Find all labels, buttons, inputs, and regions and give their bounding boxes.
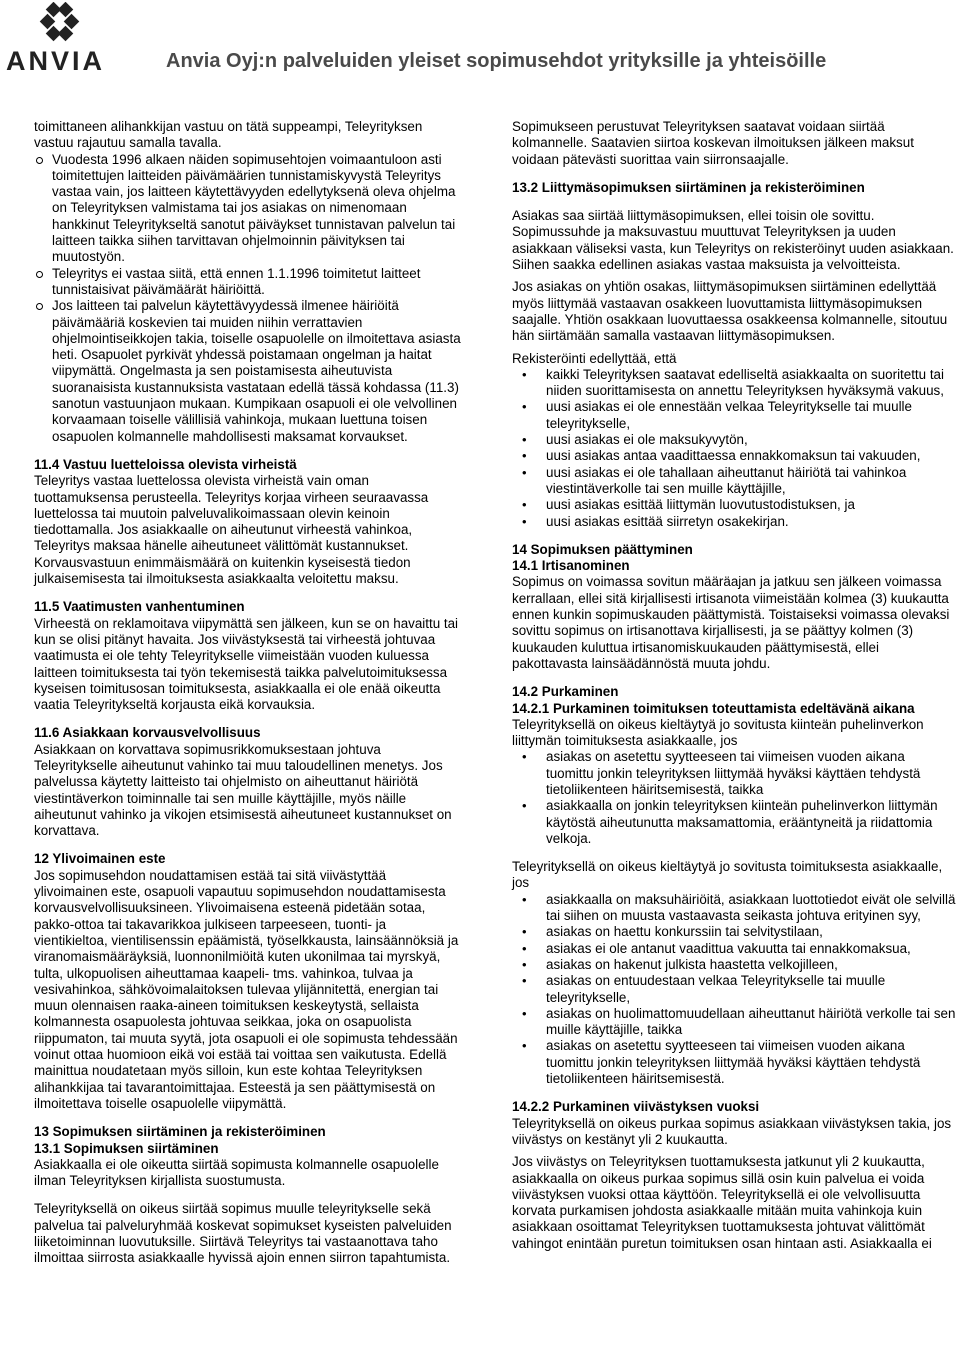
section-text-13-2a: Asiakas saa siirtää liittymäsopimuksen, ellei toisin ole sovittu. Sopimussuhde ja maksuvastuu muuttuvat Teleyrityksen ja uuden asiakkaan väliseksi vasta, kun Teleyritys on rekisteröinyt uuden asiakkaan. Siihen saakka edellinen asiakas vastaa maksuista ja velvoitteista.	[512, 208, 954, 273]
list-item: Vuodesta 1996 alkaen näiden sopimusehtojen voimaantuloon asti toimitettujen laitteiden päivämäärien tunnistamiskyvystä Teleyritys vastaa vain, jos laitteen käytettävyyden edellytyksenä oleva ohjelma on Teleyrityksen valmistama tai jos asiakas on nimenomaan hankkinut Teleyritykseltä sanotut päiväykset tunnistavan palvelun tai laitteen taikka siihen tarvittavan ohjelmoinnin päivityksen tai muutostyön.	[34, 152, 462, 266]
svg-text:ANVIA: ANVIA	[6, 46, 106, 72]
list-item: • kaikki Teleyrityksen saatavat edelliseltä asiakkaalta on suoritettu tai niiden suorittamisesta on annettu Teleyrityksen hyväksymä vakuus,	[512, 367, 956, 400]
section-heading-11-6: 11.6 Asiakkaan korvausvelvollisuus	[34, 725, 261, 741]
list-item: • asiakas on haettu konkurssiin tai selvitystilaan,	[512, 924, 956, 940]
section-text-14-2-1b: Teleyrityksellä on oikeus kieltäytyä jo sovitusta toimituksesta asiakkaalle, jos	[512, 859, 943, 891]
list-item: Teleyritys ei vastaa siitä, että ennen 1.1.1996 toimitetut laitteet tunnistaisivat päivämäärät häiriöittä.	[34, 266, 462, 299]
right-column	[512, 119, 956, 1252]
list-item: • asiakas on asetettu syytteeseen tai viimeisen vuoden aikana tuomittu jonkin teleyrityksen liittymää hyväksi käyttäen tehdystä tietoliikenteen häiritsemisestä, taikka	[512, 749, 956, 798]
list-item: • asiakas ei ole antanut vaadittua vakuutta tai ennakkomaksua,	[512, 941, 956, 957]
section-text-14-2-2b: Jos viivästys on Teleyrityksen tuottamuksesta jatkunut yli 2 kuukautta, asiakkaalla on oikeus purkaa sopimus sillä osin kuin palvelua ei voida viivästyksen vuoksi ottaa käyttöön. Teleyrityksellä ei ole velvollisuutta korvata purkamisen johdosta asiakkaalle mitään muita vahinkoja kuin asiakkaan osoittamat Teleyrityksen tuottamuksesta johtuvat välittömät vahingot enintään puretun toimituksen osan hintaan asti. Asiakkaalla ei	[512, 1154, 932, 1251]
list-item: Jos laitteen tai palvelun käytettävyydessä ilmenee häiriöitä päivämääriä koskevien tai muiden niihin verrattavien ohjelmointiseikkojen takia, toiselle osapuolelle on ilmoitettava asiasta heti. Osapuolet pyrkivät yhdessä poistamaan ongelman ja haitat viipymättä. Ongelmasta ja sen poistamisesta aiheutuvista suoranaisista kustannuksista vastataan edellä tässä kohdassa (11.3) sanotun vastuunjaon mukaan. Kumpikaan osapuoli ei ole velvollinen korvaamaan toiselle välillisiä vahinkoja, mukaan luettuna toisen osapuolen kolmannelle mahdollisesti maksamat korvaukset.	[34, 298, 462, 445]
list-item: • uusi asiakas esittää liittymän luovutustodistuksen, ja	[512, 497, 956, 513]
refusal-conditions-list-1	[512, 749, 956, 847]
page-header	[0, 0, 960, 90]
section-text-11-6: Asiakkaan on korvattava sopimusrikkomuksestaan johtuva Teleyritykselle aiheutunut vahinko tai muu taloudellinen menetys. Jos palvelussa käytetty laitteisto tai ohjelmisto on aiheuttanut häiriötä viestintäverkon toiminnalle tai sen muille käyttäjille, myös näille aiheutunut vahinko ja vikojen etsimisestä aiheutuneet kustannukset on korvattava.	[34, 741, 452, 839]
section-text-12: Jos sopimusehdon noudattamisen estää tai sitä viivästyttää ylivoimainen este, osapuoli vapautuu sopimusehdon noudattamisesta korvausvelvollisuuksineen. Ylivoimaisena esteenä pidetään sotaa, pakko-ottoa tai takavarikkoa julkiseen tarpeeseen, tuonti- ja vientikieltoa, vientilisenssin epäämistä, työselkkausta, lainsäännöksiä ja viranomaismääräyksiä, luonnonilmiöitä kuten ukonilmaa tai myrskyä, tulta, ulkopuolisen aiheuttamaa kaapeli- tms. vahinkoa, tulvaa ja vesivahinkoa, sähkövoimalaitoksen tulevaa ylijännitettä, energian tai muun olennaisen raaka-aineen toimituksen keskeytystä, sellaista kolmannesta osapuolesta johtuvaa seikkaa, joka on osapuolista riippumaton, tai muuta syytä, jota osapuoli ei ole sopimusta tehdessään voinut ottaa huomioon eikä voi estää tai voittaa sen vaikutusta. Edellä mainittua noudatetaan myös silloin, kun este kohtaa Teleyrityksen alihankkijaa tai tavarantoimittajaa. Esteestä ja sen päättymisestä on ilmoitettava toiselle osapuolelle viipymättä.	[34, 867, 459, 1111]
page-title: Anvia Oyj:n palveluiden yleiset sopimusehdot yrityksille ja yhteisöille	[166, 50, 827, 72]
list-item: • uusi asiakas antaa vaadittaessa ennakkomaksun tai vakuuden,	[512, 448, 956, 464]
left-intro: toimittaneen alihankkijan vastuu on tätä suppeampi, Teleyrityksen vastuu rajautuu samalla tavalla.	[34, 119, 423, 151]
anvia-logo	[4, 2, 116, 72]
refusal-conditions-list-2	[512, 892, 956, 1088]
list-item: • uusi asiakas ei ole tahallaan aiheuttanut häiriötä tai vahinkoa viestintäverkolle tai sen muille käyttäjille,	[512, 465, 956, 498]
list-item: • uusi asiakas ei ole ennestään velkaa Teleyritykselle tai muulle teleyritykselle,	[512, 399, 956, 432]
section-heading-13-1: 13.1 Sopimuksen siirtäminen	[34, 1140, 219, 1156]
section-text-11-5: Virheestä on reklamoitava viipymättä sen jälkeen, kun se on havaittu tai kun se olisi pitänyt havaita. Jos viivästyksestä tai virheestä johtuvaa vaatimusta ei ole tehty Teleyritykselle viimeistään vuoden kuluessa laitteen toimituksesta tai työn tekemisestä taikka palvelutoimituksessa kyseisen toimitusosan toimituksesta, asiakkaalla ei ole enää oikeutta vaatia Teleyritykseltä korjausta eikä korvauksia.	[34, 615, 459, 713]
list-item: • asiakas on huolimattomuudellaan aiheuttanut häiriötä verkolle tai sen muille käyttäjille, taikka	[512, 1006, 956, 1039]
list-item: • uusi asiakas ei ole maksukyvytön,	[512, 432, 956, 448]
list-item: • asiakas on asetettu syytteeseen tai viimeisen vuoden aikana tuomittu jonkin teleyrityksen liittymää hyväksi käyttäen tehdystä tietoliikenteen häiritsemisestä.	[512, 1038, 956, 1087]
list-item: • uusi asiakas esittää siirretyn osakekirjan.	[512, 514, 956, 530]
section-heading-14-2: 14.2 Purkaminen	[512, 684, 619, 700]
section-heading-13-2: 13.2 Liittymäsopimuksen siirtäminen ja rekisteröiminen	[512, 179, 865, 195]
y2k-bullet-list	[34, 152, 462, 445]
list-item: • asiakkaalla on maksuhäiriöitä, asiakkaan luottotiedot eivät ole selvillä tai siihen on muusta vastaavasta seikasta johtuva erityinen syy,	[512, 892, 956, 925]
section-text-14-1: Sopimus on voimassa sovitun määräajan ja jatkuu sen jälkeen voimassa kerrallaan, ellei sitä kirjallisesti irtisanota viimeistään kolmea (3) kuukautta ennen kunkin sopimuskauden päättymistä. Toistaiseksi voimassa olevaksi sovittu sopimus on irtisanottava kirjallisesti, ja se päättyy kolmen (3) kuukauden kuluttua irtisanomiskuukauden päättymisestä, ellei pakottavasta lainsäädännöstä muuta johdu.	[512, 574, 950, 671]
section-text-14-2-2a: Teleyrityksellä on oikeus purkaa sopimus asiakkaan viivästyksen takia, jos viivästys on kestänyt yli 2 kuukautta.	[512, 1115, 952, 1147]
section-text-13-1b: Teleyrityksellä on oikeus siirtää sopimus muulle teleyritykselle sekä palvelua tai palveluryhmää koskevat sopimukset kyseisten palveluiden liiketoiminnan luovutuksille. Siirtävä Teleyritys tai vastaanottava taho ilmoittaa siirrosta asiakkaalle hyvissä ajoin ennen siirron tapahtumista.	[34, 1201, 452, 1266]
section-heading-14-1: 14.1 Irtisanominen	[512, 558, 630, 574]
list-item: • asiakas on entuudestaan velkaa Teleyritykselle tai muulle teleyritykselle,	[512, 973, 956, 1006]
section-heading-14-2-2: 14.2.2 Purkaminen viivästyksen vuoksi	[512, 1099, 760, 1115]
left-column	[34, 119, 462, 1279]
registration-conditions-list	[512, 367, 956, 530]
section-heading-12: 12 Ylivoimainen este	[34, 851, 166, 867]
list-item: • asiakkaalla on jonkin teleyrityksen kiinteän puhelinverkon liittymän käytöstä aiheutunutta maksamattomia, erääntyneitä ja riidattomia velkoja.	[512, 798, 956, 847]
section-heading-11-4: 11.4 Vastuu luetteloissa olevista virheistä	[34, 456, 297, 472]
section-heading-14-2-1: 14.2.1 Purkaminen toimituksen toteuttamista edeltävänä aikana	[512, 700, 915, 716]
section-text-11-4: Teleyritys vastaa luettelossa olevista virheistä vain oman tuottamuksensa perusteella. Teleyritys korjaa virheen seuraavassa luettelossa tai muutoin palveluvalikoimassaan olevin keinoin tiedottamalla. Jos asiakkaalle on aiheutunut virheestä vahinkoa, Teleyritys maksaa hänelle aiheutuneet välittömät kustannukset. Korvausvastuun enimmäismäärä on kuitenkin kyseisestä tiedon julkaisemisesta tai ilmoituksesta asiakkaalta veloitettu maksu.	[34, 473, 429, 587]
section-text-14-2-1a: Teleyrityksellä on oikeus kieltäytyä jo sovitusta kiinteän puhelinverkon liittymän toimituksesta asiakkaalle, jos	[512, 716, 924, 749]
section-text-13-2b: Jos asiakas on yhtiön osakas, liittymäsopimuksen siirtäminen edellyttää myös liittymää vastaavan osakkeen luovuttamista liittymäsopimuksen saajalle. Yhtiön osakkaan luovuttaessa osakkeensa kolmannelle, sitoutuu hän siirtämään samalla vastaavan liittymäsopimuksen.	[512, 279, 948, 344]
section-text-13-2c: Rekisteröinti edellyttää, että	[512, 350, 677, 366]
right-intro: Sopimukseen perustuvat Teleyrityksen saatavat voidaan siirtää kolmannelle. Saatavien siirtoa koskevan ilmoituksen jälkeen maksut voidaan pätevästi suorittaa vain siirronsaajalle.	[512, 119, 914, 167]
section-heading-13: 13 Sopimuksen siirtäminen ja rekisteröiminen	[34, 1124, 326, 1140]
section-text-13-1a: Asiakkaalla ei ole oikeutta siirtää sopimusta kolmannelle osapuolelle ilman Teleyrityksen kirjallista suostumusta.	[34, 1156, 439, 1189]
section-heading-11-5: 11.5 Vaatimusten vanhentuminen	[34, 599, 245, 615]
list-item: • asiakas on hakenut julkista haastetta velkojilleen,	[512, 957, 956, 973]
section-heading-14: 14 Sopimuksen päättyminen	[512, 541, 693, 557]
